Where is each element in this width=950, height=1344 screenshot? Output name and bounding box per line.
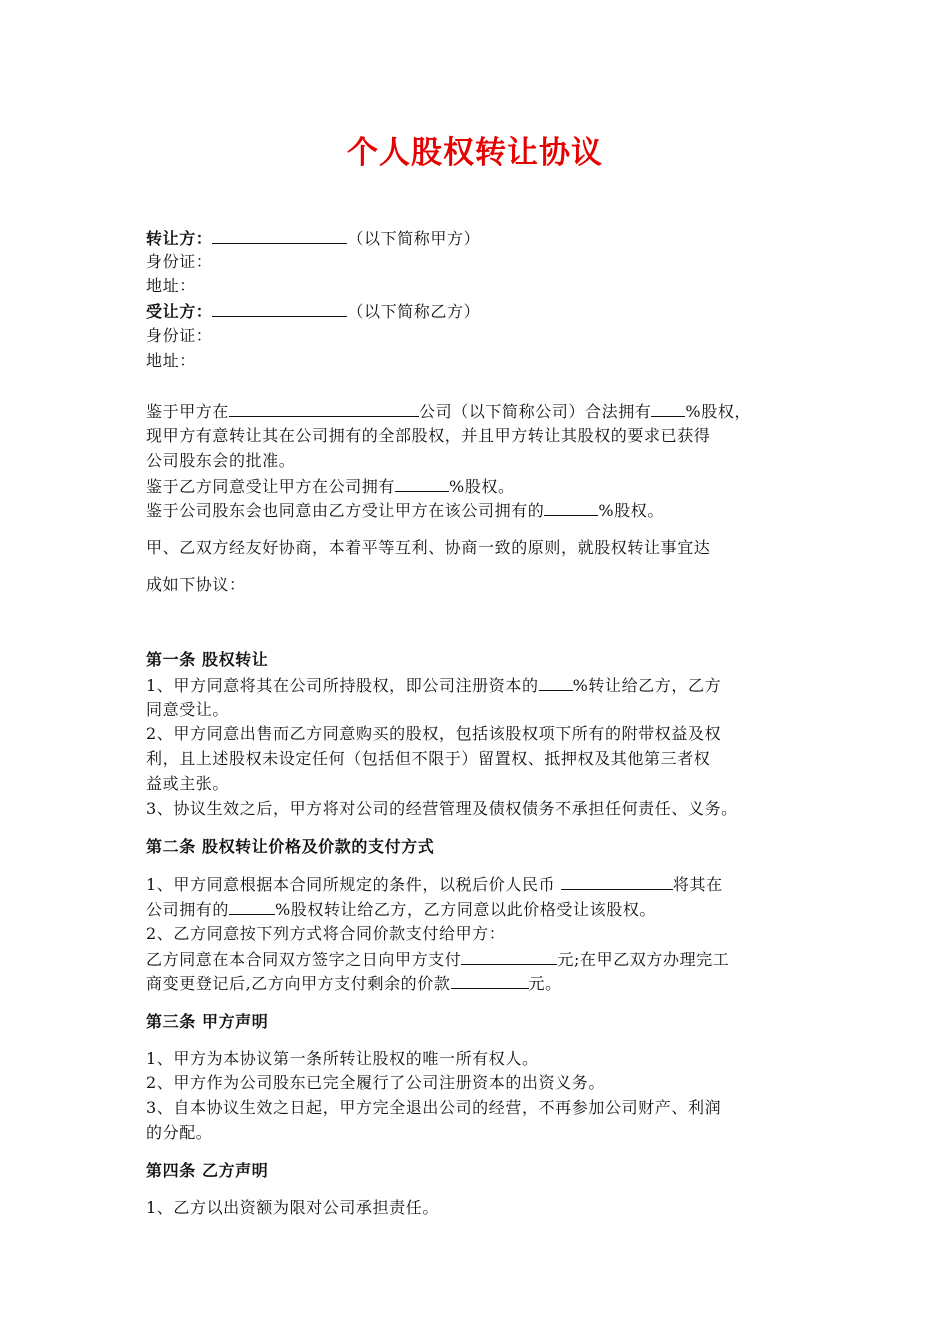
article-1-line-4: 利，且上述股权未设定任何（包括但不限于）留置权、抵押权及其他第三者权 [146, 749, 711, 768]
percent-blank-3 [544, 500, 598, 516]
article-1-line-1a: 1、甲方同意将其在公司所持股权，即公司注册资本的 [146, 676, 539, 695]
payment-blank-2 [451, 973, 529, 989]
article-2-line-1b: 将其在 [672, 875, 723, 894]
article-2-line-2 [146, 899, 656, 920]
transferee-name-blank [212, 301, 347, 317]
percent-blank-4 [539, 675, 573, 691]
transferor-line [146, 228, 480, 249]
transferee-address: 地址： [146, 351, 196, 370]
article-3-line-4: 的分配。 [146, 1123, 213, 1142]
transferor-id: 身份证： [146, 252, 213, 271]
document-title: 个人股权转让协议 [347, 135, 603, 171]
recital-5a: 鉴于公司股东会也同意由乙方受让甲方在该公司拥有的 [146, 501, 545, 520]
recital-7: 成如下协议： [146, 575, 246, 594]
article-1-line-1b: %转让给乙方，乙方 [572, 676, 722, 695]
article-2-line-4b: 元;在甲乙双方办理完工 [557, 950, 730, 969]
article-2-line-5 [146, 973, 562, 994]
recital-5 [146, 500, 664, 521]
article-2-line-5b: 元。 [528, 974, 562, 993]
recital-1b: 公司（以下简称公司）合法拥有 [419, 402, 652, 421]
percent-blank-2 [395, 476, 449, 492]
article-3-heading: 第三条 甲方声明 [146, 1012, 269, 1031]
article-2-line-1 [146, 874, 723, 895]
payment-blank-1 [461, 949, 557, 965]
transferee-suffix: （以下简称乙方） [347, 302, 481, 321]
article-1-line-1 [146, 675, 721, 696]
article-1-line-3: 2、甲方同意出售而乙方同意购买的股权，包括该股权项下所有的附带权益及权 [146, 724, 722, 743]
recital-5b: %股权。 [598, 501, 665, 520]
recital-1c: %股权， [685, 402, 752, 421]
transferor-suffix: （以下简称甲方） [347, 229, 481, 248]
article-1-line-2: 同意受让。 [146, 700, 230, 719]
article-1-line-5: 益或主张。 [146, 774, 230, 793]
article-2-line-2a: 公司拥有的 [146, 900, 230, 919]
transferor-address: 地址： [146, 276, 196, 295]
article-2-heading: 第二条 股权转让价格及价款的支付方式 [146, 837, 435, 856]
article-2-line-1a: 1、甲方同意根据本合同所规定的条件，以税后价人民币 [146, 875, 561, 894]
recital-4a: 鉴于乙方同意受让甲方在公司拥有 [146, 477, 396, 496]
price-blank [561, 874, 673, 890]
recital-1 [146, 401, 751, 422]
article-2-line-4a: 乙方同意在本合同双方签字之日向甲方支付 [146, 950, 462, 969]
article-1-heading: 第一条 股权转让 [146, 650, 269, 669]
transferee-id: 身份证： [146, 326, 213, 345]
transferor-label: 转让方： [146, 229, 213, 248]
percent-blank-1 [651, 401, 685, 417]
article-2-line-2b: %股权转让给乙方，乙方同意以此价格受让该股权。 [275, 900, 657, 919]
transferee-label: 受让方： [146, 302, 213, 321]
company-name-blank [229, 401, 419, 417]
article-2-line-5a: 商变更登记后,乙方向甲方支付剩余的价款 [146, 974, 451, 993]
recital-1a: 鉴于甲方在 [146, 402, 230, 421]
recital-4b: %股权。 [449, 477, 515, 496]
article-3-line-2: 2、甲方作为公司股东已完全履行了公司注册资本的出资义务。 [146, 1073, 605, 1092]
recital-6: 甲、乙双方经友好协商，本着平等互利、协商一致的原则，就股权转让事宜达 [146, 538, 711, 557]
article-1-line-6: 3、协议生效之后，甲方将对公司的经营管理及债权债务不承担任何责任、义务。 [146, 799, 738, 818]
recital-2: 现甲方有意转让其在公司拥有的全部股权，并且甲方转让其股权的要求已获得 [146, 426, 711, 445]
article-2-line-3: 2、乙方同意按下列方式将合同价款支付给甲方： [146, 924, 506, 943]
percent-blank-5 [229, 899, 275, 915]
article-2-line-4 [146, 949, 729, 970]
transferor-name-blank [212, 228, 347, 244]
article-3-line-1: 1、甲方为本协议第一条所转让股权的唯一所有权人。 [146, 1049, 539, 1068]
article-4-heading: 第四条 乙方声明 [146, 1161, 269, 1180]
transferee-line [146, 301, 480, 322]
article-3-line-3: 3、自本协议生效之日起，甲方完全退出公司的经营，不再参加公司财产、利润 [146, 1098, 722, 1117]
recital-3: 公司股东会的批准。 [146, 451, 296, 470]
article-4-line-1: 1、乙方以出资额为限对公司承担责任。 [146, 1198, 439, 1217]
recital-4 [146, 476, 515, 497]
